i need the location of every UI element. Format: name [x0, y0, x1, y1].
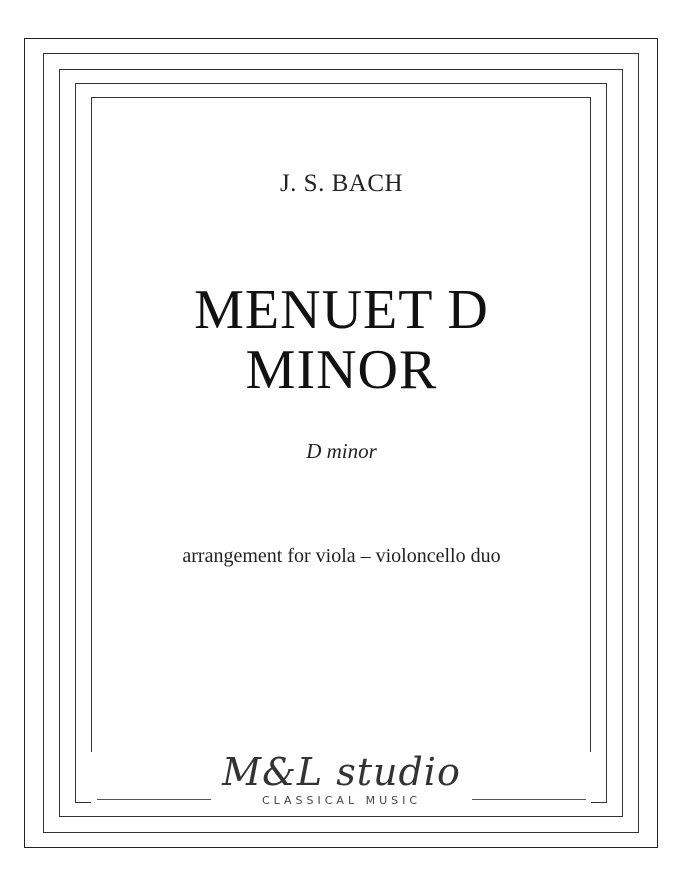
title-line-2: MINOR	[245, 339, 438, 401]
arrangement-note: arrangement for viola – violoncello duo	[182, 545, 501, 567]
logo-subtitle: CLASSICAL MUSIC	[261, 794, 422, 807]
studio-logo: M&L studio	[222, 750, 461, 794]
key-signature: D minor	[306, 439, 377, 463]
title-line-1: MENUET D	[194, 279, 489, 341]
composer-name: J. S. BACH	[279, 170, 404, 197]
piece-title	[0, 280, 683, 400]
